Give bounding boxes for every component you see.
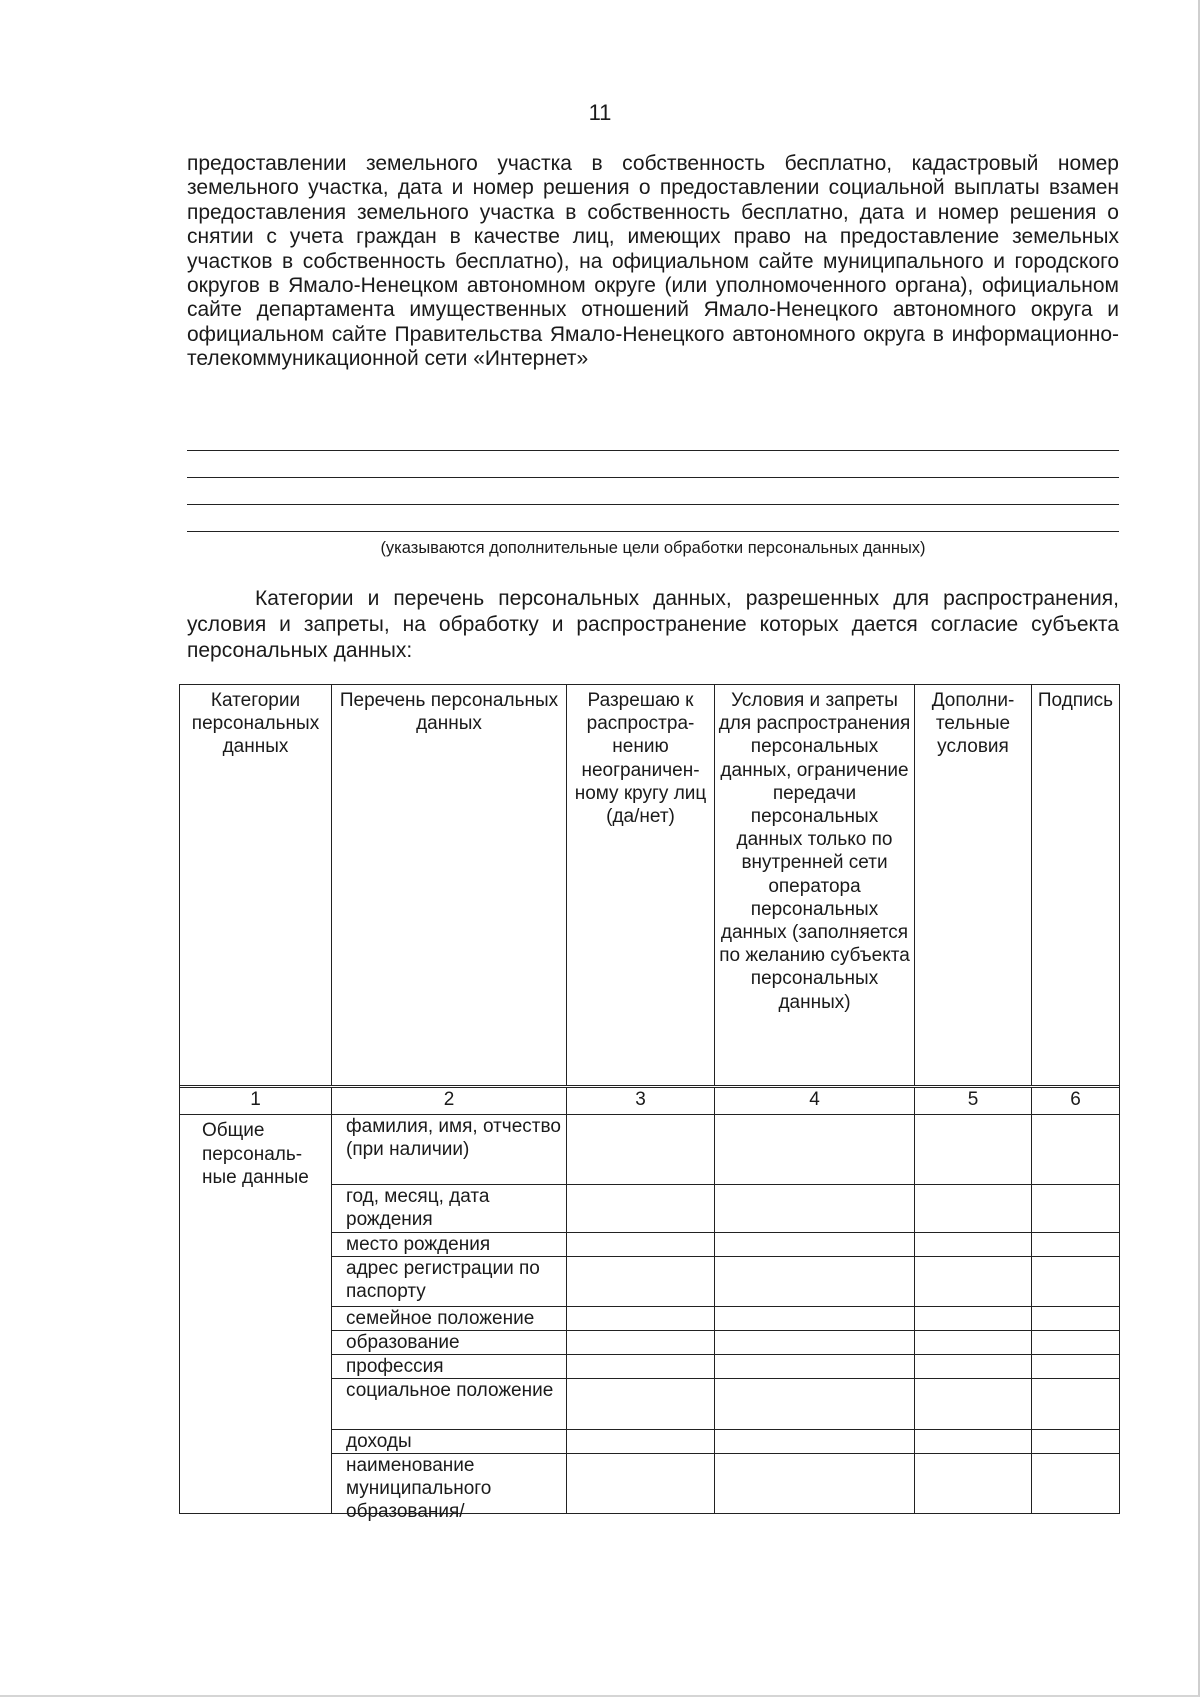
empty-cell (715, 1331, 914, 1355)
empty-cell (1032, 1454, 1119, 1513)
empty-cell (915, 1454, 1031, 1513)
empty-cell (567, 1185, 714, 1233)
empty-cell (715, 1233, 914, 1257)
data-items-column (332, 1115, 567, 1522)
header-cell-additional: Дополни-тельные условия (915, 685, 1032, 1085)
column-number: 6 (1070, 1089, 1081, 1110)
empty-cell (715, 1115, 914, 1185)
header-cell-categories: Категории персональных данных (180, 685, 332, 1085)
empty-cell (715, 1454, 914, 1513)
table-row: фамилия, имя, отчество (при наличии) (332, 1115, 566, 1185)
header-cell-signature: Подпись (1037, 690, 1114, 711)
categories-paragraph: Категории и перечень персональных данных, разрешенных для распространения, условия и запреты, на обработку и распространение которых дается согласие субъекта персональных данных: (187, 587, 1119, 662)
empty-cell (715, 1307, 914, 1331)
empty-cell (915, 1379, 1031, 1430)
empty-cell (915, 1355, 1031, 1379)
column-number: 4 (715, 1088, 915, 1114)
table-body (180, 1115, 1119, 1522)
personal-data-table (179, 684, 1120, 1522)
empty-cell (915, 1115, 1031, 1185)
intro-paragraph: предоставлении земельного участка в собственность бесплатно, кадастровый номер земельного участка, дата и номер решения о предоставлении социальной выплаты взамен предоставления земельного участка в собственность бесплатно, дата и номер решения о снятии с учета граждан в качестве лиц, имеющих право на предоставление земельных участков в собственность бесплатно), на официальном сайте муниципального и городского округов в Ямало-Ненецком автономном округе (или уполномоченного органа), официальном сайте департамента имущественных отношений Ямало-Ненецкого автономного округа и официальном сайте Правительства Ямало-Ненецкого автономного округа в информационно-телекоммуникационной сети «Интернет» (187, 152, 1119, 371)
empty-cell (915, 1257, 1031, 1307)
empty-cell (715, 1185, 914, 1233)
blank-line (187, 531, 1119, 532)
empty-cell (915, 1307, 1031, 1331)
table-row: адрес регистрации по паспорту (332, 1257, 566, 1307)
blank-line (187, 504, 1119, 505)
blank-line (187, 477, 1119, 478)
empty-cell (1032, 1430, 1119, 1454)
table-row: семейное положение (332, 1307, 566, 1331)
empty-cell (915, 1185, 1031, 1233)
empty-cell (567, 1430, 714, 1454)
empty-cell (567, 1454, 714, 1513)
table-header-row (180, 685, 1119, 1088)
empty-cell (567, 1307, 714, 1331)
additional-column (915, 1115, 1032, 1513)
empty-cell (567, 1355, 714, 1379)
empty-cell (1032, 1257, 1119, 1307)
empty-cell (915, 1430, 1031, 1454)
table-row: место рождения (332, 1233, 566, 1257)
empty-cell (715, 1355, 914, 1379)
column-number-row (180, 1088, 1119, 1115)
empty-cell (567, 1257, 714, 1307)
category-cell: Общие персональ-ные данные (180, 1115, 332, 1513)
header-cell-permission: Разрешаю к распростра-нению неограничен-ному кругу лиц (да/нет) (567, 685, 715, 1085)
empty-cell (1032, 1331, 1119, 1355)
empty-cell (567, 1233, 714, 1257)
blank-line (187, 450, 1119, 451)
table-row: образование (332, 1331, 566, 1355)
column-number: 1 (180, 1088, 332, 1114)
conditions-column (715, 1115, 915, 1513)
empty-cell (715, 1430, 914, 1454)
empty-cell (1032, 1307, 1119, 1331)
signature-column (1032, 1115, 1119, 1513)
empty-cell (567, 1331, 714, 1355)
empty-cell (715, 1379, 914, 1430)
empty-cell (567, 1379, 714, 1430)
empty-cell (1032, 1379, 1119, 1430)
table-row: профессия (332, 1355, 566, 1379)
header-cell-list: Перечень персональных данных (332, 685, 567, 1085)
empty-cell (915, 1331, 1031, 1355)
page-number: 11 (588, 100, 612, 125)
table-row: доходы (332, 1430, 566, 1454)
table-row: наименование муниципального образования/ (346, 1455, 492, 1522)
empty-cell (715, 1257, 914, 1307)
header-cell-conditions: Условия и запреты для распространения персональных данных, ограничение передачи персональных данных только по внутренней сети оператора персональных данных (заполняется по желанию субъекта персональных данных) (715, 685, 915, 1085)
column-number: 3 (567, 1088, 715, 1114)
empty-cell (1032, 1115, 1119, 1185)
empty-cell (915, 1233, 1031, 1257)
empty-cell (567, 1115, 714, 1185)
table-row: социальное положение (332, 1379, 566, 1430)
empty-cell (1032, 1233, 1119, 1257)
permission-column (567, 1115, 715, 1513)
column-number: 5 (915, 1088, 1032, 1114)
blank-lines-caption: (указываются дополнительные цели обработки персональных данных) (380, 539, 926, 557)
empty-cell (1032, 1185, 1119, 1233)
empty-cell (1032, 1355, 1119, 1379)
column-number: 2 (332, 1088, 567, 1114)
table-row: год, месяц, дата рождения (332, 1185, 566, 1233)
